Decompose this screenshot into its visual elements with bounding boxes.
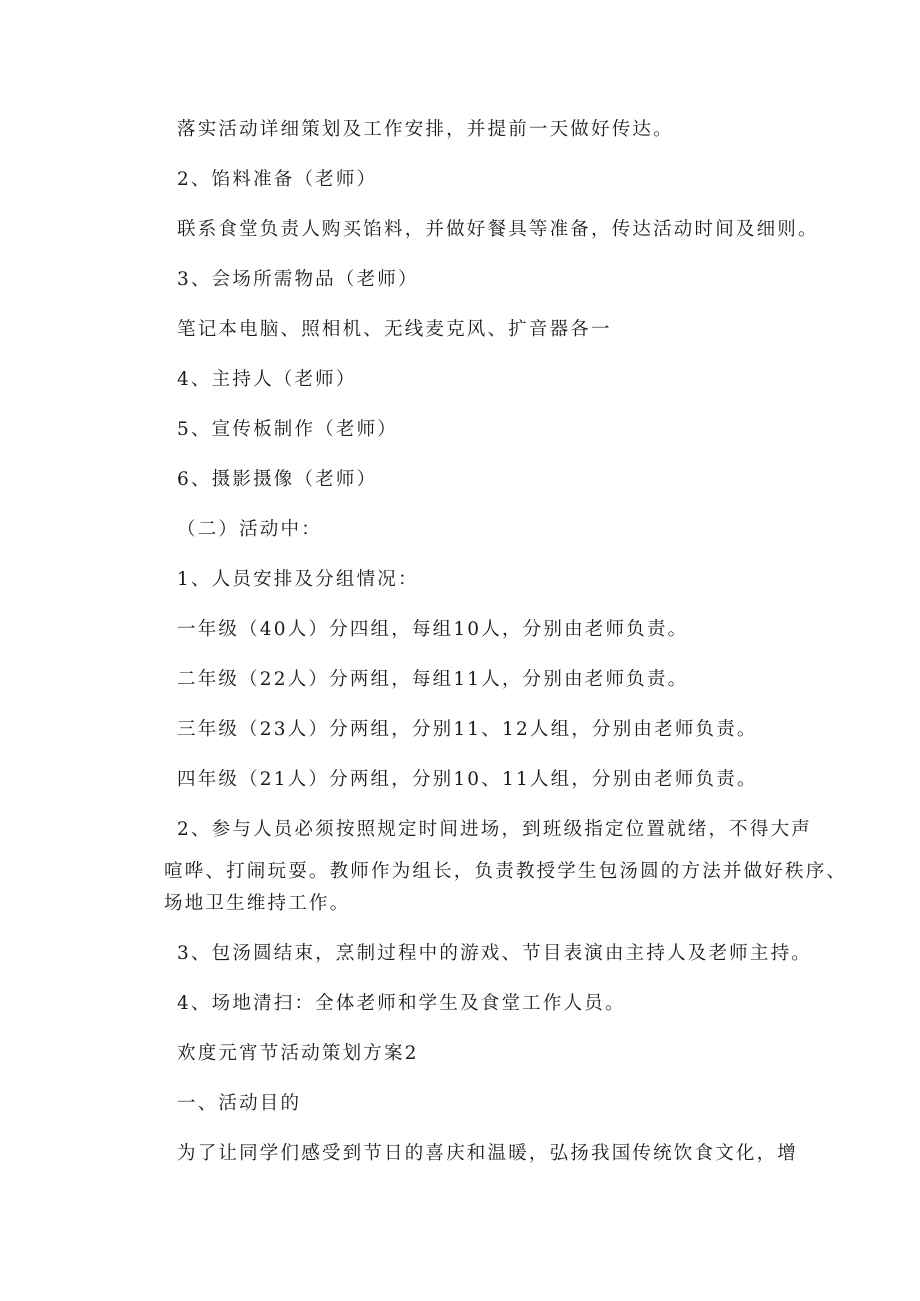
paragraph-line: 喧哗、打闹玩耍。教师作为组长，负责教授学生包汤圆的方法并做好秩序、	[164, 861, 848, 882]
paragraph-line: 4、场地清扫：全体老师和学生及食堂工作人员。	[177, 993, 626, 1014]
paragraph-line: 一年级（40人）分四组，每组10人，分别由老师负责。	[177, 619, 689, 640]
section-heading: 欢度元宵节活动策划方案2	[177, 1043, 419, 1064]
paragraph-line: 落实活动详细策划及工作安排，并提前一天做好传达。	[177, 119, 674, 140]
paragraph-line: 三年级（23人）分两组，分别11、12人组，分别由老师负责。	[177, 719, 758, 740]
paragraph-line: 二年级（22人）分两组，每组11人，分别由老师负责。	[177, 669, 689, 690]
paragraph-line: 为了让同学们感受到节日的喜庆和温暖，弘扬我国传统饮食文化，增	[177, 1143, 799, 1164]
section-heading: 5、宣传板制作（老师）	[177, 419, 398, 440]
paragraph-line: 四年级（21人）分两组，分别10、11人组，分别由老师负责。	[177, 769, 758, 790]
section-heading: 2、馅料准备（老师）	[177, 169, 378, 190]
paragraph-line: 笔记本电脑、照相机、无线麦克风、扩音器各一	[177, 319, 612, 340]
paragraph-line: 2、参与人员必须按照规定时间进场，到班级指定位置就绪，不得大声	[177, 819, 812, 840]
paragraph-line: 联系食堂负责人购买馅料，并做好餐具等准备，传达活动时间及细则。	[177, 219, 819, 240]
section-heading: （二）活动中：	[177, 519, 322, 540]
section-heading: 3、会场所需物品（老师）	[177, 269, 419, 290]
section-heading: 4、主持人（老师）	[177, 369, 357, 390]
section-heading: 一、活动目的	[177, 1093, 302, 1114]
paragraph-line: 3、包汤圆结束，烹制过程中的游戏、节目表演由主持人及老师主持。	[177, 943, 812, 964]
paragraph-line: 场地卫生维持工作。	[164, 893, 351, 914]
section-heading: 1、人员安排及分组情况：	[177, 569, 419, 590]
section-heading: 6、摄影摄像（老师）	[177, 469, 378, 490]
